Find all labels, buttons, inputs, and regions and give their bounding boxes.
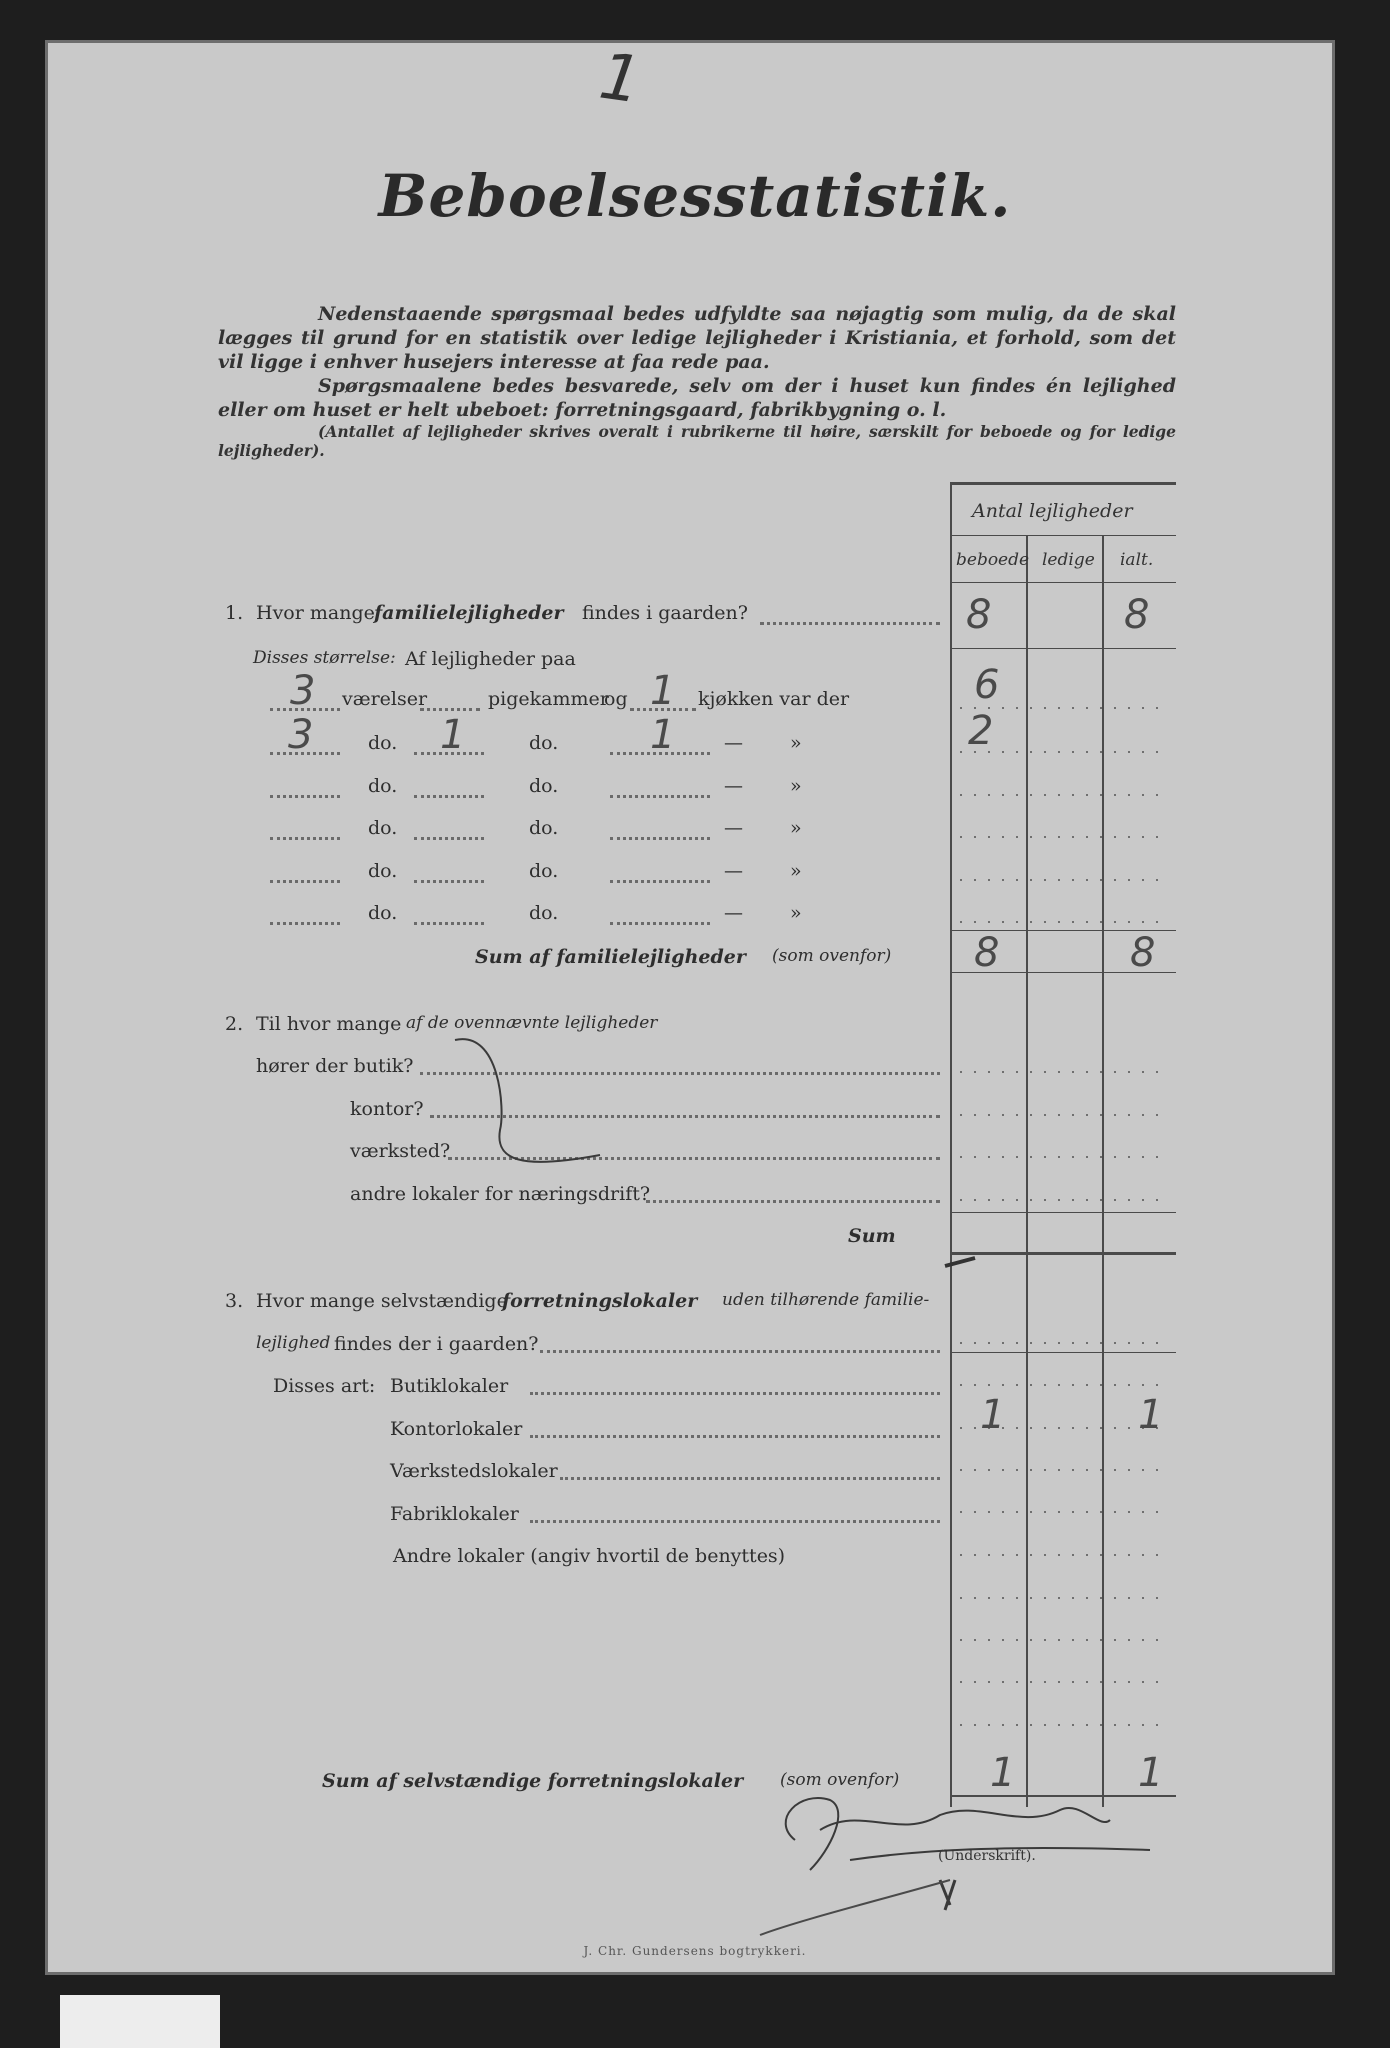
signature-stroke xyxy=(786,1798,839,1870)
q3-kontor-ialt: 1 xyxy=(1138,1392,1164,1438)
intro-paragraph-1: Nedenstaaende spørgsmaal bedes udfyldte saa nøjagtig som mulig, da de skal lægges til grund for en statistik over ledige lejligheder i Kristiania, et forhold, som det vil ligge i enhver husejers interesse at faa rede paa. xyxy=(218,303,1176,373)
row-label-do: do. xyxy=(368,732,398,754)
q1-sum-label: Sum af familielejligheder xyxy=(475,946,746,968)
signature-stroke xyxy=(820,1808,1110,1830)
row2-kjokken: 1 xyxy=(650,712,676,758)
row-label-dash: — xyxy=(724,732,743,754)
q3-sum-label: Sum af selvstændige forretningslokaler xyxy=(322,1770,744,1792)
row-label-do: do. xyxy=(368,775,398,797)
row-label-kjokken: kjøkken var der xyxy=(698,688,850,710)
q1-sum-ialt: 8 xyxy=(1130,930,1156,976)
q3-item-andre: Andre lokaler (angiv hvortil de benyttes) xyxy=(393,1545,786,1567)
q1-answer-beboede: 8 xyxy=(966,592,992,638)
signature-stroke xyxy=(940,1880,955,1910)
row-label-quote: » xyxy=(790,775,802,797)
q2-item-andre: andre lokaler for næringsdrift? xyxy=(350,1183,651,1205)
row-label-quote: » xyxy=(790,860,802,882)
q3-text-d: lejlighed xyxy=(256,1333,331,1353)
row-label-do: do. xyxy=(529,902,559,924)
row-label-do: do. xyxy=(529,817,559,839)
q2-text-b: af de ovennævnte lejligheder xyxy=(406,1013,658,1033)
q3-disses-label: Disses art: xyxy=(273,1375,376,1397)
row-label-vaerelser: værelser xyxy=(342,688,428,710)
q2-item-kontor: kontor? xyxy=(350,1098,424,1120)
row-label-do: do. xyxy=(368,902,398,924)
col-header-beboede: beboede xyxy=(956,550,1030,570)
row-label-dash: — xyxy=(724,817,743,839)
q3-text-e: findes der i gaarden? xyxy=(334,1333,539,1355)
q1-sum-suffix: (som ovenfor) xyxy=(772,946,892,966)
q3-text-a: Hvor mange selvstændige xyxy=(256,1290,508,1312)
row-label-og: og xyxy=(604,688,628,710)
row-label-do: do. xyxy=(529,775,559,797)
row2-vaerelser: 3 xyxy=(288,712,314,758)
q3-text-c: uden tilhørende familie- xyxy=(722,1290,930,1310)
page-number: 1 xyxy=(595,39,646,119)
printer-imprint: J. Chr. Gundersens bogtrykkeri. xyxy=(583,1944,807,1958)
q3-sum-ialt: 1 xyxy=(1138,1750,1164,1796)
pen-stroke xyxy=(945,1258,975,1266)
q1-sum-beboede: 8 xyxy=(974,930,1000,976)
q3-sum-beboede: 1 xyxy=(990,1750,1016,1796)
table-group-header: Antal lejligheder xyxy=(972,500,1133,522)
row-label-quote: » xyxy=(790,817,802,839)
q3-kontor-beboede: 1 xyxy=(980,1392,1006,1438)
q1-disses-label: Disses størrelse: xyxy=(253,648,396,668)
row-label-pigekammer: pigekammer xyxy=(488,688,609,710)
q3-item-fabrik: Fabriklokaler xyxy=(390,1503,519,1525)
q3-item-kontor: Kontorlokaler xyxy=(390,1418,523,1440)
q1-text-c: findes i gaarden? xyxy=(582,602,748,624)
q2-sum-label: Sum xyxy=(848,1225,896,1247)
row-label-do: do. xyxy=(529,732,559,754)
form-title: Beboelsesstatistik. xyxy=(378,162,1012,230)
row-label-do: do. xyxy=(368,860,398,882)
q2-item-butik: hører der butik? xyxy=(256,1055,414,1077)
row-label-dash: — xyxy=(724,860,743,882)
row-label-dash: — xyxy=(724,775,743,797)
row1-vaerelser: 3 xyxy=(290,668,316,714)
pen-stroke xyxy=(455,1039,600,1162)
film-edge-mark xyxy=(60,1995,220,2048)
row-label-quote: » xyxy=(790,732,802,754)
q3-text-b: forretningslokaler xyxy=(502,1290,698,1312)
row1-beboede: 6 xyxy=(974,662,1000,708)
row1-kjokken: 1 xyxy=(650,668,676,714)
q2-text-a: Til hvor mange xyxy=(256,1013,402,1035)
q1-disses-text: Af lejligheder paa xyxy=(405,648,576,670)
col-header-ialt: ialt. xyxy=(1120,550,1154,570)
row2-beboede: 2 xyxy=(968,708,994,754)
q2-item-vaerksted: værksted? xyxy=(350,1140,451,1162)
q2-number: 2. xyxy=(225,1013,244,1035)
q1-text-b: familielejligheder xyxy=(374,602,564,624)
row-label-do: do. xyxy=(368,817,398,839)
q3-sum-suffix: (som ovenfor) xyxy=(780,1770,900,1790)
signature-caption: (Underskrift). xyxy=(938,1848,1036,1864)
q1-text-a: Hvor mange xyxy=(256,602,375,624)
signature-stroke xyxy=(760,1880,950,1935)
col-header-ledige: ledige xyxy=(1042,550,1095,570)
row-label-dash: — xyxy=(724,902,743,924)
intro-paragraph-3: (Antallet af lejligheder skrives overalt i rubrikerne til høire, særskilt for beboede og for ledige lejligheder). xyxy=(218,422,1176,460)
row-label-quote: » xyxy=(790,902,802,924)
intro-paragraph-2: Spørgsmaalene bedes besvarede, selv om der i huset kun findes én lejlighed eller om huset er helt ubeboet: forretningsgaard, fabrikbygning o. l. xyxy=(218,375,1176,421)
q3-item-vaerksted: Værkstedslokaler xyxy=(390,1460,558,1482)
row2-pigekammer: 1 xyxy=(440,712,466,758)
q1-answer-ialt: 8 xyxy=(1124,592,1150,638)
q1-number: 1. xyxy=(225,602,244,624)
row-label-do: do. xyxy=(529,860,559,882)
q3-number: 3. xyxy=(225,1290,244,1312)
q3-item-butik: Butiklokaler xyxy=(390,1375,509,1397)
